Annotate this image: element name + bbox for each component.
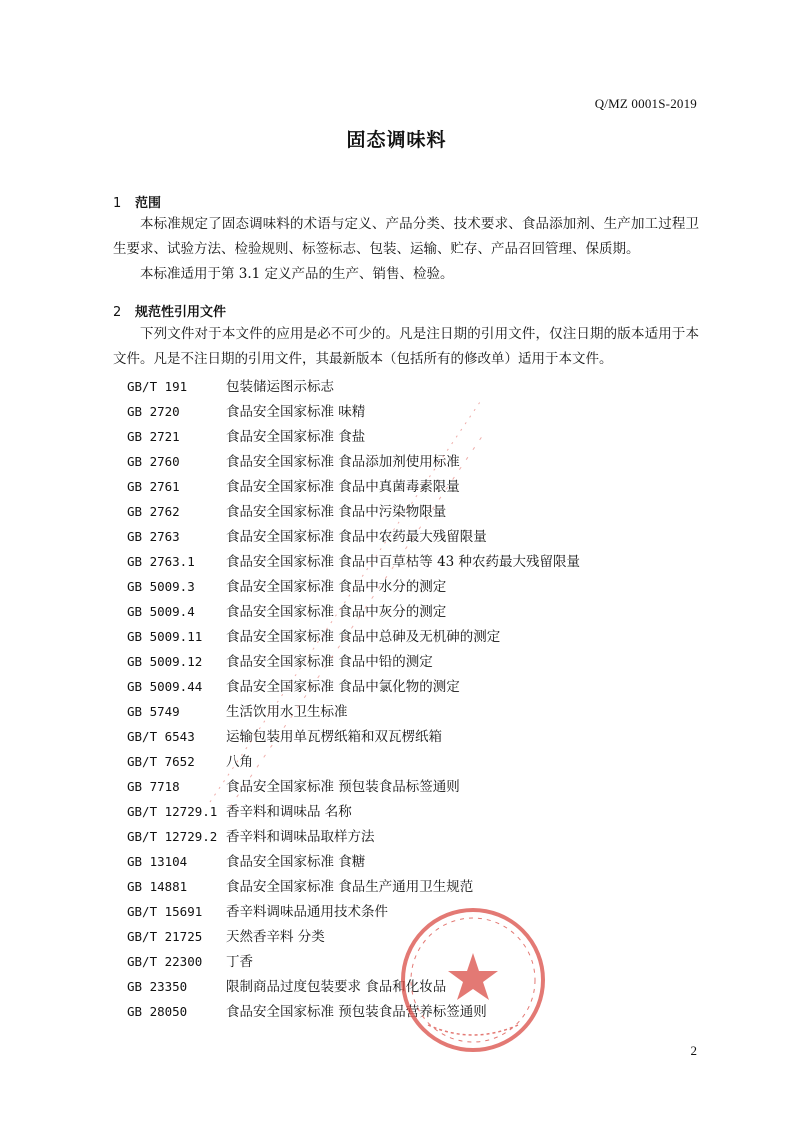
reference-title: 食品安全国家标准 食品添加剂使用标准 (226, 454, 460, 470)
reference-title: 食品安全国家标准 食品中铅的测定 (226, 654, 433, 670)
reference-code: GB 28050 (127, 1004, 188, 1019)
reference-code: GB 13104 (127, 854, 188, 869)
reference-title: 食品安全国家标准 食品中灰分的测定 (226, 604, 447, 620)
reference-code: GB 2763 (127, 529, 180, 544)
section-1-heading (113, 192, 161, 211)
reference-title: 食品安全国家标准 味精 (226, 404, 366, 420)
reference-title: 食品安全国家标准 食糖 (226, 854, 366, 870)
reference-code: GB 2720 (127, 404, 180, 419)
reference-title: 食品安全国家标准 食品中农药最大残留限量 (226, 529, 487, 545)
reference-title: 食品安全国家标准 食品中总砷及无机砷的测定 (226, 629, 501, 645)
reference-code: GB/T 15691 (127, 904, 203, 919)
section-2-heading (113, 301, 226, 320)
company-seal-stamp (398, 905, 548, 1055)
reference-title: 食品安全国家标准 食品中百草枯等 43 种农药最大残留限量 (226, 554, 581, 570)
reference-title: 香辛料和调味品取样方法 (226, 829, 375, 845)
reference-title: 食品安全国家标准 食品中污染物限量 (226, 504, 447, 520)
document-code: Q/MZ 0001S-2019 (594, 96, 697, 111)
reference-row (127, 874, 580, 899)
reference-title: 食品安全国家标准 食品中真菌毒素限量 (226, 479, 460, 495)
section-title: 规范性引用文件 (135, 305, 227, 320)
watermark-stamp (190, 392, 490, 812)
section-number: 2 (113, 305, 122, 320)
reference-title: 食品安全国家标准 食品生产通用卫生规范 (226, 879, 474, 895)
reference-code: GB/T 12729.1 (127, 804, 218, 819)
reference-code: GB 2761 (127, 479, 180, 494)
reference-code: GB 7718 (127, 779, 180, 794)
reference-code: GB 23350 (127, 979, 188, 994)
reference-title: 天然香辛料 分类 (226, 929, 325, 945)
reference-title: 八角 (226, 754, 253, 770)
reference-title: 香辛料调味品通用技术条件 (226, 904, 388, 920)
reference-title: 食品安全国家标准 食盐 (226, 429, 366, 445)
section-title: 范围 (135, 196, 162, 211)
reference-code: GB 2760 (127, 454, 180, 469)
reference-title: 食品安全国家标准 预包装食品营养标签通则 (226, 1004, 487, 1020)
reference-code: GB/T 191 (127, 379, 188, 394)
reference-code: GB 2721 (127, 429, 180, 444)
section-1-paragraph-1: 本标准规定了固态调味料的术语与定义、产品分类、技术要求、食品添加剂、生产加工过程卫生要求、试验方法、检验规则、标签标志、包装、运输、贮存、产品召回管理、保质期。 (113, 216, 699, 257)
reference-code: GB 5749 (127, 704, 180, 719)
reference-code: GB 2762 (127, 504, 180, 519)
reference-title: 食品安全国家标准 预包装食品标签通则 (226, 779, 460, 795)
reference-title: 食品安全国家标准 食品中氯化物的测定 (226, 679, 460, 695)
reference-title: 食品安全国家标准 食品中水分的测定 (226, 579, 447, 595)
reference-title: 生活饮用水卫生标准 (226, 704, 348, 720)
reference-code: GB 5009.4 (127, 604, 195, 619)
reference-title: 限制商品过度包装要求 食品和化妆品 (226, 979, 447, 995)
reference-row (127, 824, 580, 849)
page-number: 2 (690, 1043, 697, 1058)
reference-title: 丁香 (226, 954, 253, 970)
reference-code: GB 5009.11 (127, 629, 203, 644)
reference-code: GB 2763.1 (127, 554, 195, 569)
reference-title: 运输包装用单瓦楞纸箱和双瓦楞纸箱 (226, 729, 442, 745)
reference-row (127, 849, 580, 874)
reference-code: GB/T 7652 (127, 754, 195, 769)
reference-code: GB/T 22300 (127, 954, 203, 969)
reference-code: GB/T 12729.2 (127, 829, 218, 844)
section-2-paragraph-1: 下列文件对于本文件的应用是必不可少的。凡是注日期的引用文件，仅注日期的版本适用于本文件。凡是不注日期的引用文件，其最新版本（包括所有的修改单）适用于本文件。 (113, 326, 699, 367)
reference-code: GB/T 21725 (127, 929, 203, 944)
section-number: 1 (113, 196, 122, 211)
section-1-paragraph-2: 本标准适用于第 3.1 定义产品的生产、销售、检验。 (140, 266, 454, 282)
reference-code: GB 5009.12 (127, 654, 203, 669)
reference-code: GB/T 6543 (127, 729, 195, 744)
document-title: 固态调味料 (346, 129, 447, 151)
reference-code: GB 5009.44 (127, 679, 203, 694)
reference-code: GB 14881 (127, 879, 188, 894)
reference-title: 香辛料和调味品 名称 (226, 804, 352, 820)
reference-title: 包装储运图示标志 (226, 379, 334, 395)
reference-code: GB 5009.3 (127, 579, 195, 594)
